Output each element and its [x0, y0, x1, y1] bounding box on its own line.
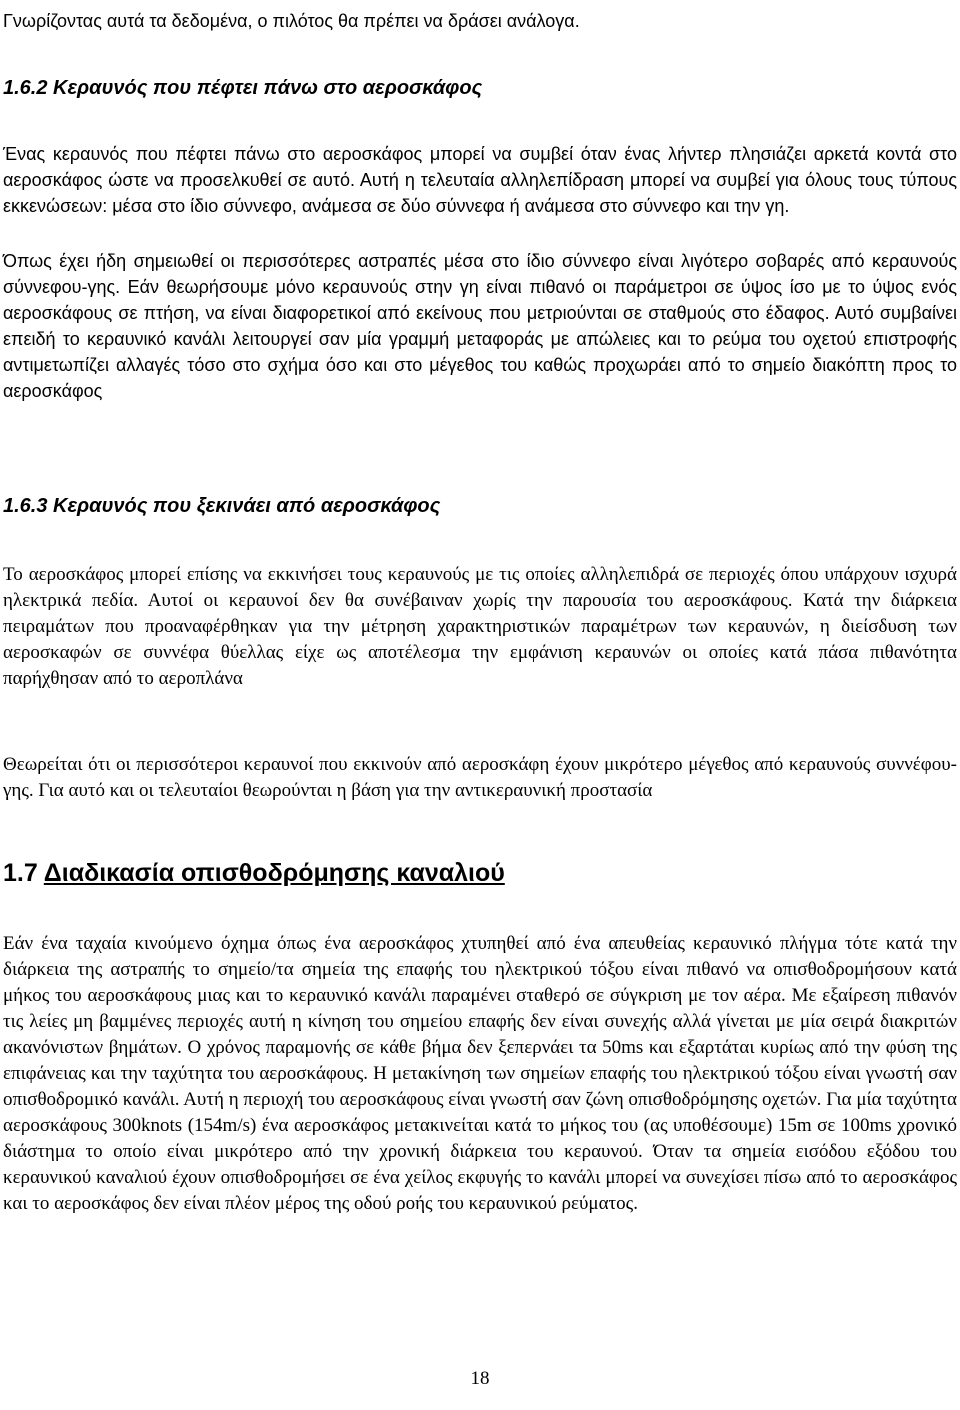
intro-line: Γνωρίζοντας αυτά τα δεδομένα, ο πιλότος θα πρέπει να δράσει ανάλογα. [3, 11, 580, 31]
section-heading-1-6-2: 1.6.2 Κεραυνός που πέφτει πάνω στο αεροσκάφος [3, 77, 483, 99]
section-1-6-3-paragraph-1: Το αεροσκάφος μπορεί επίσης να εκκινήσει τους κεραυνούς με τις οποίες αλληλεπιδρά σε περιοχές όπου υπάρχουν ισχυρά ηλεκτρικά πεδία. Αυτοί οι κεραυνοί δεν θα συνέβαιναν χωρίς την παρουσία του αεροσκάφους. Κατά την διάρκεια πειραμάτων που προαναφέρθηκαν για την μέτρηση χαρακτηριστικών παραμέτρων των κεραυνών, η διείσδυση των αεροσκαφών σε συννέφα θύελλας είχε ως αποτέλεσμα την εμφάνιση κεραυνών οι οποίες κατά πάσα πιθανότητα παρήχθησαν από το αεροπλάνα [3, 564, 957, 689]
section-heading-1-6-3: 1.6.3 Κεραυνός που ξεκινάει από αεροσκάφος [3, 495, 441, 517]
section-1-6-3-paragraph-2: Θεωρείται ότι οι περισσότεροι κεραυνοί που εκκινούν από αεροσκάφη έχουν μικρότερο μέγεθος από κεραυνούς συννέφου-γης. Για αυτό και οι τελευταίοι θεωρούνται η βάση για την αντικεραυνική προστασία [3, 754, 957, 801]
section-1-7-number: 1.7 [3, 859, 38, 887]
section-1-6-2-paragraph-2: Όπως έχει ήδη σημειωθεί οι περισσότερες αστραπές μέσα στο ίδιο σύννεφο είναι λιγότερο σοβαρές από κεραυνούς σύννεφου-γης. Εάν θεωρήσουμε μόνο κεραυνούς στην γη είναι πιθανό οι παράμετροι σε ύψος ίσο με το ύψος ενός αεροσκάφους σε πτήση, να είναι διαφορετικοί από εκείνους που μετριούνται σε σταθμούς στο έδαφος. Αυτό συμβαίνει επειδή το κεραυνικό κανάλι λειτουργεί σαν μία γραμμή μεταφοράς με απώλειες και το ρεύμα του οχετού επιστροφής αντιμετωπίζει αλλαγές τόσο στο σχήμα όσο και στο μέγεθος του καθώς προχωράει από το σημείο διακόπτη προς το αεροσκάφος [3, 251, 957, 401]
section-1-7-title: Διαδικασία οπισθοδρόμησης καναλιού [43, 859, 505, 887]
page-number: 18 [470, 1368, 490, 1389]
section-1-6-2-paragraph-1: Ένας κεραυνός που πέφτει πάνω στο αεροσκάφος μπορεί να συμβεί όταν ένας λήντερ πλησιάζει αρκετά κοντά στο αεροσκάφος ώστε να προσελκυθεί σε αυτό. Αυτή η τελευταία αλληλεπίδραση μπορεί να συμβεί για όλους τους τύπους εκκενώσεων: μέσα στο ίδιο σύννεφο, ανάμεσα σε δύο σύννεφα ή ανάμεσα στο σύννεφο και την γη. [3, 144, 957, 216]
section-1-7-paragraph: Εάν ένα ταχαία κινούμενο όχημα όπως ένα αεροσκάφος χτυπηθεί από ένα απευθείας κεραυνικό πλήγμα τότε κατά την διάρκεια της αστραπής το σημείο/τα σημεία της επαφής του ηλεκτρικού τόξου είναι πιθανό να οπισθοδρομήσουν κατά μήκος του αεροσκάφους μιας και το κεραυνικό κανάλι παραμένει σταθερό σε σύγκριση με τον αέρα. Με εξαίρεση πιθανόν τις λείες μη βαμμένες περιοχές αυτή η κίνηση του σημείου επαφής δεν είναι συνεχής αλλά γίνεται με μία σειρά διακριτών ακανόνιστων βημάτων. Ο χρόνος παραμονής σε κάθε βήμα δεν ξεπερνάει τα 50ms και εξαρτάται κυρίως από την φύση της επιφάνειας και την ταχύτητα του αεροσκάφους. Η μετακίνηση των σημείων επαφής του ηλεκτρικού τόξου είναι γνωστή σαν οπισθοδρομικό κανάλι. Αυτή η περιοχή του αεροσκάφους είναι γνωστή σαν ζώνη οπισθοδρόμησης οχετών. Για μία ταχύτητα αεροσκάφους 300knots (154m/s) ένα αεροσκάφος μετακινείται κατά το μήκος του (ας υποθέσουμε) 15m σε 100ms χρονικό διάστημα το οποίο είναι μικρότερο από την χρονική διάρκεια του κεραυνού. Όταν τα σημεία εισόδου εξόδου του κεραυνικού καναλιού έχουν οπισθοδρομήσει σε ένα χείλος εκφυγής το κανάλι μπορεί να συνεχίσει πίσω από το αεροσκάφος και το αεροσκάφος δεν είναι πλέον μέρος της οδού ροής του κεραυνικού ρεύματος. [3, 933, 957, 1214]
section-heading-1-7 [3, 858, 957, 888]
